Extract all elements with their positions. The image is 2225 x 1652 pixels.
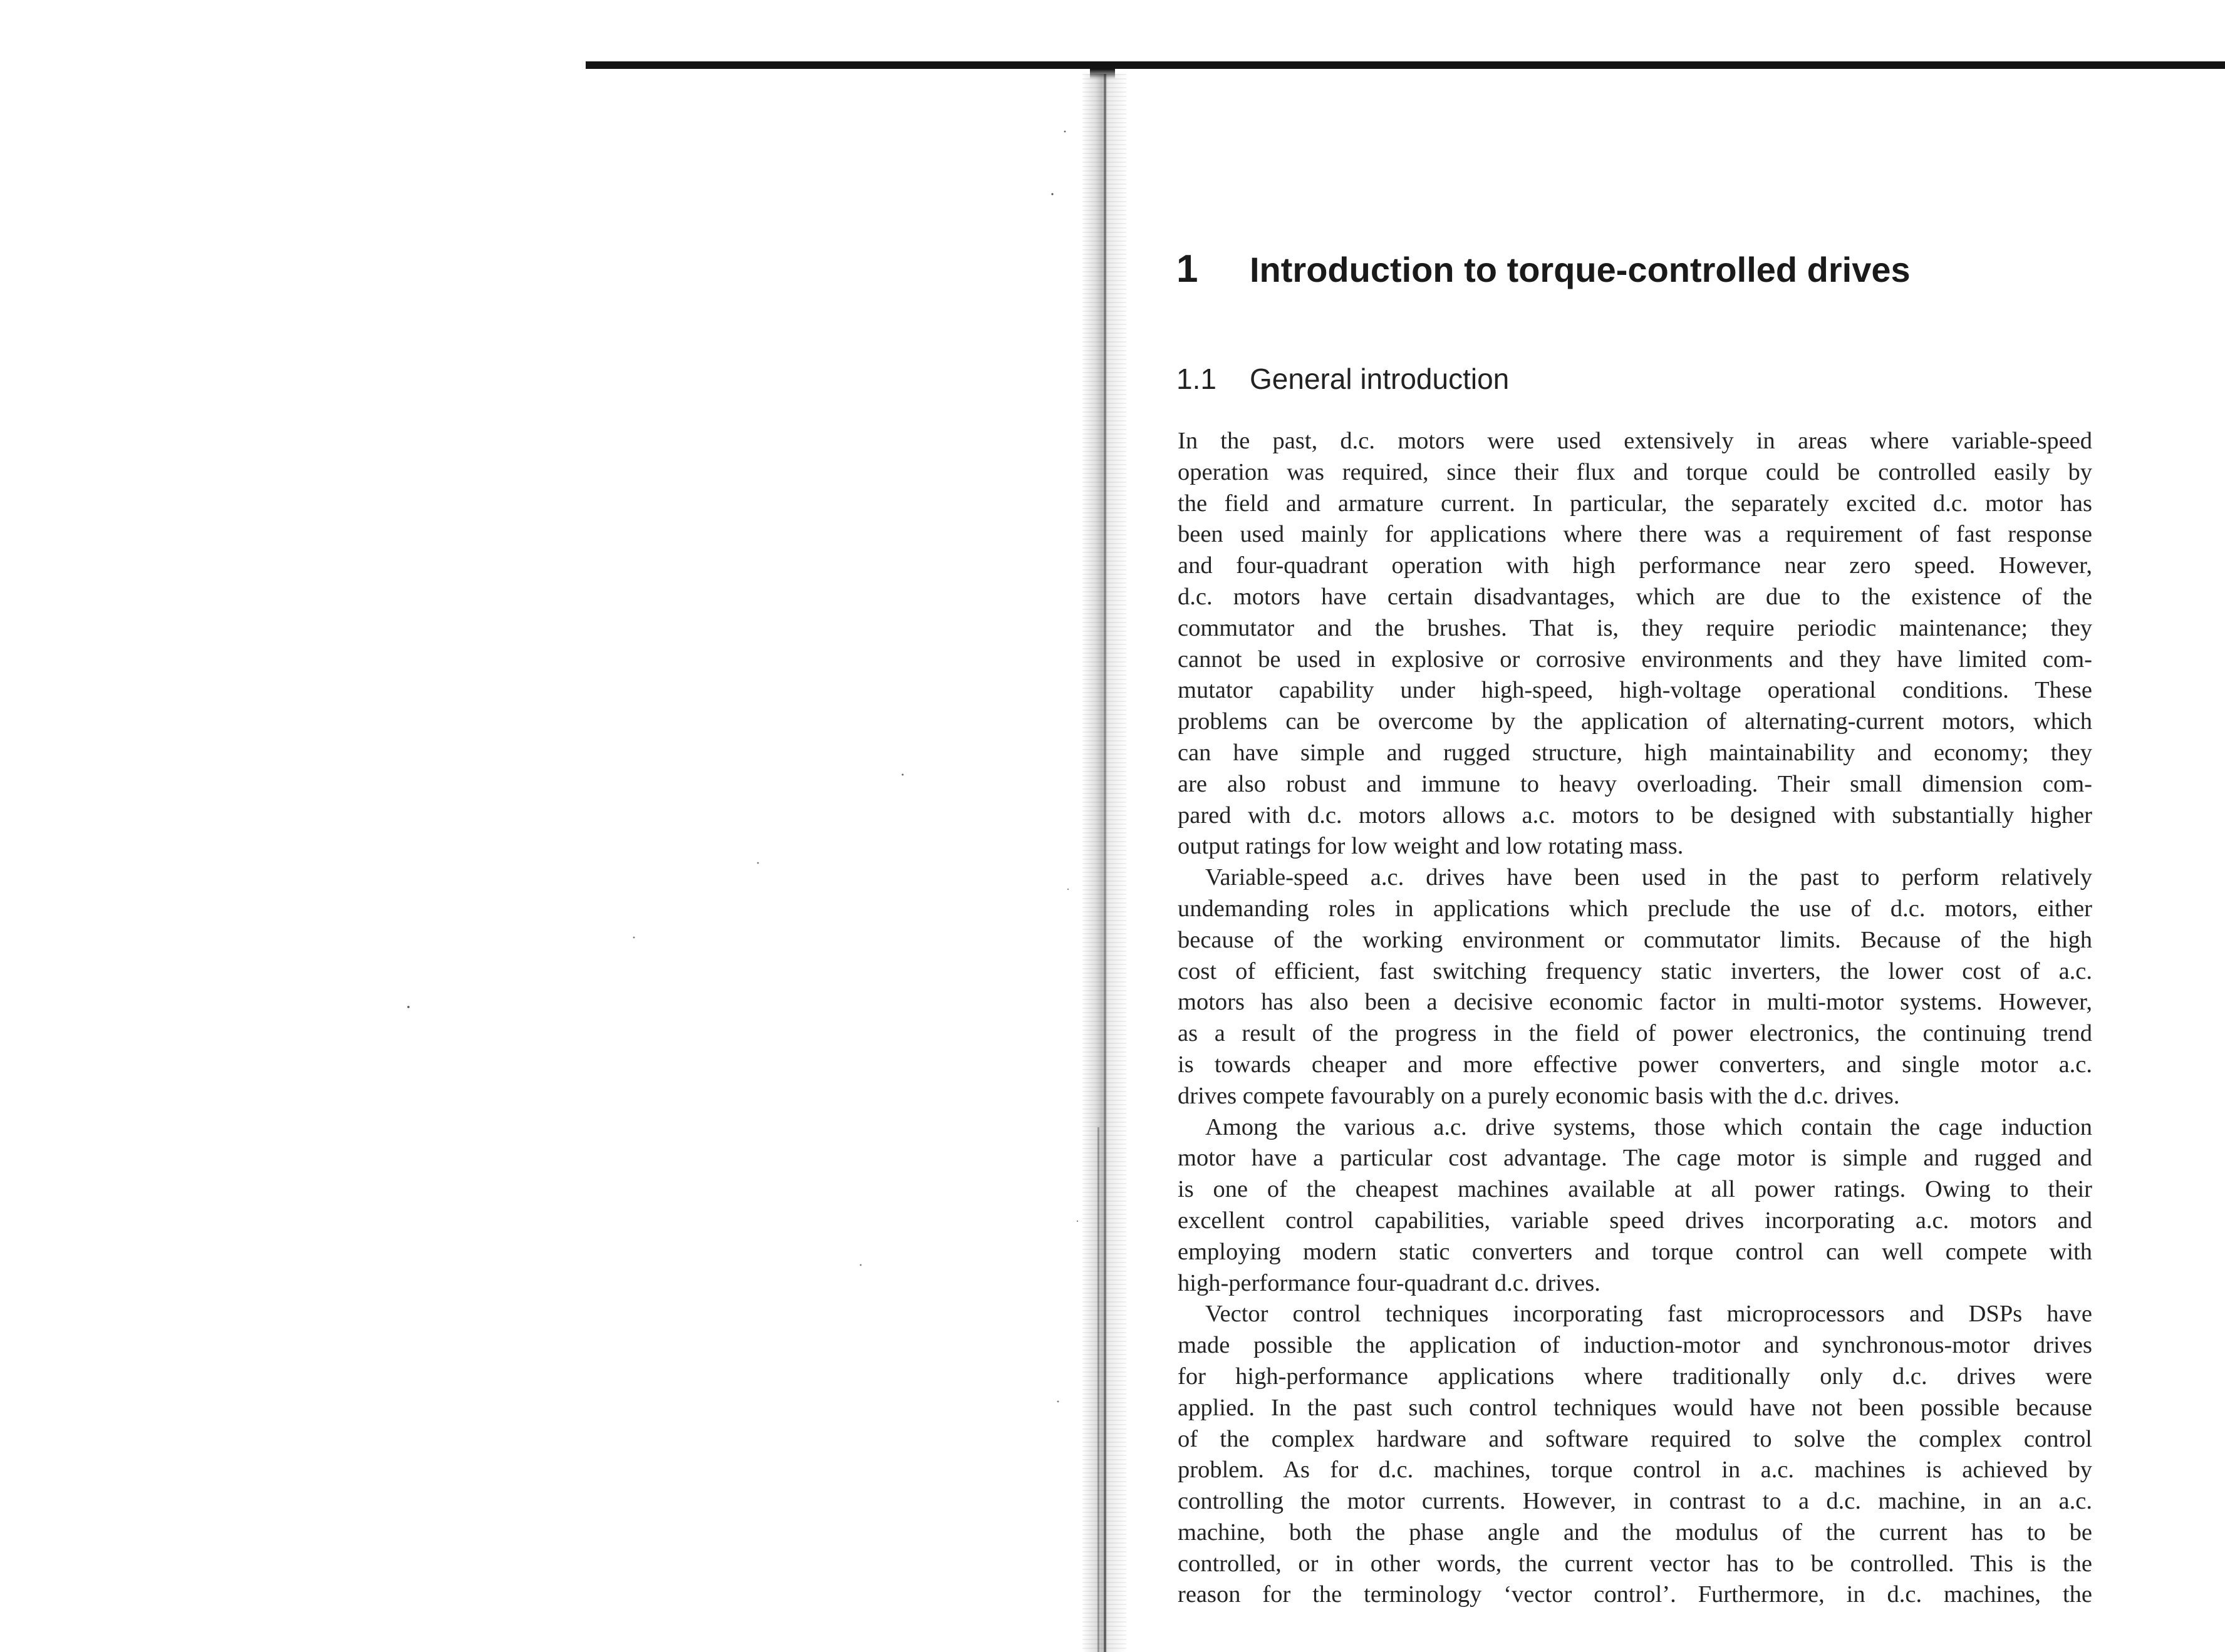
text-line: In the past, d.c. motors were used extensively in areas where variable-speed bbox=[1178, 428, 2092, 454]
chapter-number: 1 bbox=[1176, 247, 1198, 291]
text-line: machine, both the phase angle and the modulus of the current has to be bbox=[1178, 1519, 2092, 1546]
text-line: excellent control capabilities, variable speed drives incorporating a.c. motors and bbox=[1178, 1207, 2092, 1234]
text-line: problem. As for d.c. machines, torque control in a.c. machines is achieved by bbox=[1178, 1457, 2092, 1484]
text-line: controlling the motor currents. However, in contrast to a d.c. machine, in an a.c. bbox=[1178, 1488, 2092, 1515]
text-line: controlled, or in other words, the current vector has to be controlled. This is the bbox=[1178, 1550, 2092, 1577]
text-line: output ratings for low weight and low rotating mass. bbox=[1178, 833, 1684, 860]
body-text bbox=[1178, 426, 2092, 1611]
paragraph bbox=[1178, 862, 2092, 1112]
text-line: and four-quadrant operation with high performance near zero speed. However, bbox=[1178, 552, 2092, 579]
gutter-shadow-line bbox=[1097, 1127, 1099, 1652]
speck bbox=[1057, 1401, 1059, 1403]
speck bbox=[1067, 889, 1069, 890]
header-rule bbox=[586, 61, 2225, 69]
speck bbox=[1077, 1221, 1078, 1222]
text-line: drives compete favourably on a purely economic basis with the d.c. drives. bbox=[1178, 1082, 1900, 1109]
speck bbox=[407, 1006, 410, 1008]
text-line: commutator and the brushes. That is, they require periodic maintenance; they bbox=[1178, 614, 2092, 641]
speck bbox=[633, 937, 635, 939]
text-line: operation was required, since their flux and torque could be controlled easily by bbox=[1178, 458, 2092, 485]
paragraph bbox=[1178, 1299, 2092, 1611]
text-line: Variable-speed a.c. drives have been used in the past to perform relatively bbox=[1205, 864, 2092, 891]
text-line: are also robust and immune to heavy overloading. Their small dimension com- bbox=[1178, 770, 2092, 797]
text-line: cost of efficient, fast switching frequency static inverters, the lower cost of a.c. bbox=[1178, 958, 2092, 984]
text-line: cannot be used in explosive or corrosive environments and they have limited com- bbox=[1178, 646, 2092, 673]
text-line: as a result of the progress in the field of power electronics, the continuing trend bbox=[1178, 1020, 2092, 1047]
text-line: Among the various a.c. drive systems, those which contain the cage induction bbox=[1205, 1113, 2092, 1140]
text-line: for high-performance applications where traditionally only d.c. drives were bbox=[1178, 1363, 2092, 1390]
text-line: motors has also been a decisive economic factor in multi-motor systems. However, bbox=[1178, 989, 2092, 1016]
text-line: been used mainly for applications where there was a requirement of fast response bbox=[1178, 521, 2092, 548]
speck bbox=[1064, 131, 1066, 133]
text-line: motor have a particular cost advantage. The cage motor is simple and rugged and bbox=[1178, 1145, 2092, 1172]
text-line: problems can be overcome by the application of alternating-current motors, which bbox=[1178, 708, 2092, 735]
chapter-title: Introduction to torque-controlled drives bbox=[1250, 250, 1911, 289]
text-line: high-performance four-quadrant d.c. drives. bbox=[1178, 1269, 1600, 1296]
text-line: is towards cheaper and more effective power converters, and single motor a.c. bbox=[1178, 1051, 2092, 1078]
text-line: because of the working environment or commutator limits. Because of the high bbox=[1178, 926, 2092, 953]
section-number: 1.1 bbox=[1176, 363, 1216, 395]
text-line: the field and armature current. In particular, the separately excited d.c. motor has bbox=[1178, 490, 2092, 517]
paragraph bbox=[1178, 426, 2092, 862]
header-rule-notch bbox=[1090, 61, 1115, 79]
speck bbox=[1051, 193, 1053, 195]
speck bbox=[860, 1264, 862, 1266]
speck bbox=[902, 774, 904, 776]
text-line: reason for the terminology ‘vector control’. Furthermore, in d.c. machines, the bbox=[1178, 1581, 2092, 1608]
text-line: made possible the application of induction-motor and synchronous-motor drives bbox=[1178, 1332, 2092, 1359]
text-line: undemanding roles in applications which preclude the use of d.c. motors, either bbox=[1178, 895, 2092, 922]
left-page bbox=[0, 0, 1096, 1652]
paragraph bbox=[1178, 1112, 2092, 1299]
text-line: Vector control techniques incorporating fast microprocessors and DSPs have bbox=[1205, 1301, 2092, 1328]
text-line: d.c. motors have certain disadvantages, which are due to the existence of the bbox=[1178, 583, 2092, 610]
paper-specks bbox=[0, 0, 1096, 1652]
section-title: General introduction bbox=[1250, 363, 1510, 395]
text-line: mutator capability under high-speed, high-voltage operational conditions. These bbox=[1178, 677, 2092, 704]
text-line: is one of the cheapest machines available at all power ratings. Owing to their bbox=[1178, 1176, 2092, 1203]
text-line: of the complex hardware and software required to solve the complex control bbox=[1178, 1425, 2092, 1452]
text-line: employing modern static converters and torque control can well compete with bbox=[1178, 1238, 2092, 1265]
text-line: pared with d.c. motors allows a.c. motors to be designed with substantially higher bbox=[1178, 802, 2092, 829]
text-line: applied. In the past such control techniques would have not been possible because bbox=[1178, 1394, 2092, 1421]
text-line: can have simple and rugged structure, high maintainability and economy; they bbox=[1178, 739, 2092, 766]
gutter-shadow-line bbox=[1104, 74, 1106, 1652]
speck bbox=[757, 862, 759, 864]
